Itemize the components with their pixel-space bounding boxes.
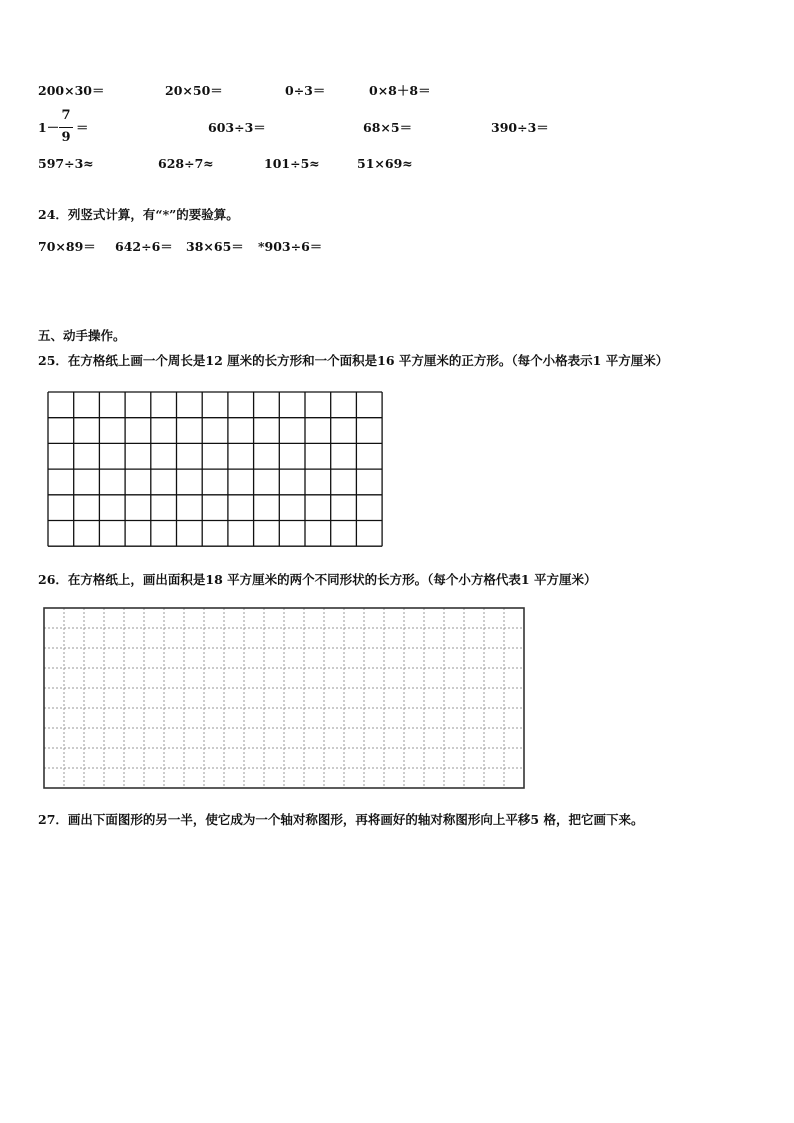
arith-item: 597÷3≈ xyxy=(38,156,94,171)
arith-item: 603÷3＝ xyxy=(208,120,266,135)
arith-item: 0×8＋8＝ xyxy=(369,83,431,98)
q24-item: 38×65＝ xyxy=(186,239,244,254)
q24-item: *903÷6＝ xyxy=(258,239,323,254)
q24-item: 70×89＝ xyxy=(38,239,96,254)
section-title: 五、动手操作。 xyxy=(38,328,126,343)
fraction-bar xyxy=(59,127,73,128)
fraction-denominator: 9 xyxy=(61,130,71,145)
fraction-whole: 1－ xyxy=(38,120,60,135)
arith-item: 0÷3＝ xyxy=(285,83,326,98)
arith-item: 101÷5≈ xyxy=(264,156,320,171)
fraction-numerator: 7 xyxy=(61,108,71,123)
arith-item: 20×50＝ xyxy=(165,83,223,98)
q25-prompt: 25．在方格纸上画一个周长是12 厘米的长方形和一个面积是16 平方厘米的正方形。（每个小格表示1 平方厘米） xyxy=(38,353,669,368)
q24-prompt: 24．列竖式计算，有“*”的要验算。 xyxy=(38,207,239,222)
arith-item: 390÷3＝ xyxy=(491,120,549,135)
q25-square-grid xyxy=(46,390,386,550)
fraction xyxy=(59,108,73,144)
q24-item: 642÷6＝ xyxy=(115,239,173,254)
arith-item: 68×5＝ xyxy=(363,120,413,135)
fraction-equals: ＝ xyxy=(76,120,89,135)
arith-item: 200×30＝ xyxy=(38,83,105,98)
q27-prompt: 27．画出下面图形的另一半，使它成为一个轴对称图形，再将画好的轴对称图形向上平移5 格，把它画下来。 xyxy=(38,812,644,827)
arith-item: 628÷7≈ xyxy=(158,156,214,171)
arith-item: 51×69≈ xyxy=(357,156,413,171)
q26-prompt: 26．在方格纸上，画出面积是18 平方厘米的两个不同形状的长方形。（每个小方格代表1 平方厘米） xyxy=(38,572,597,587)
q26-dotted-grid xyxy=(42,606,526,790)
